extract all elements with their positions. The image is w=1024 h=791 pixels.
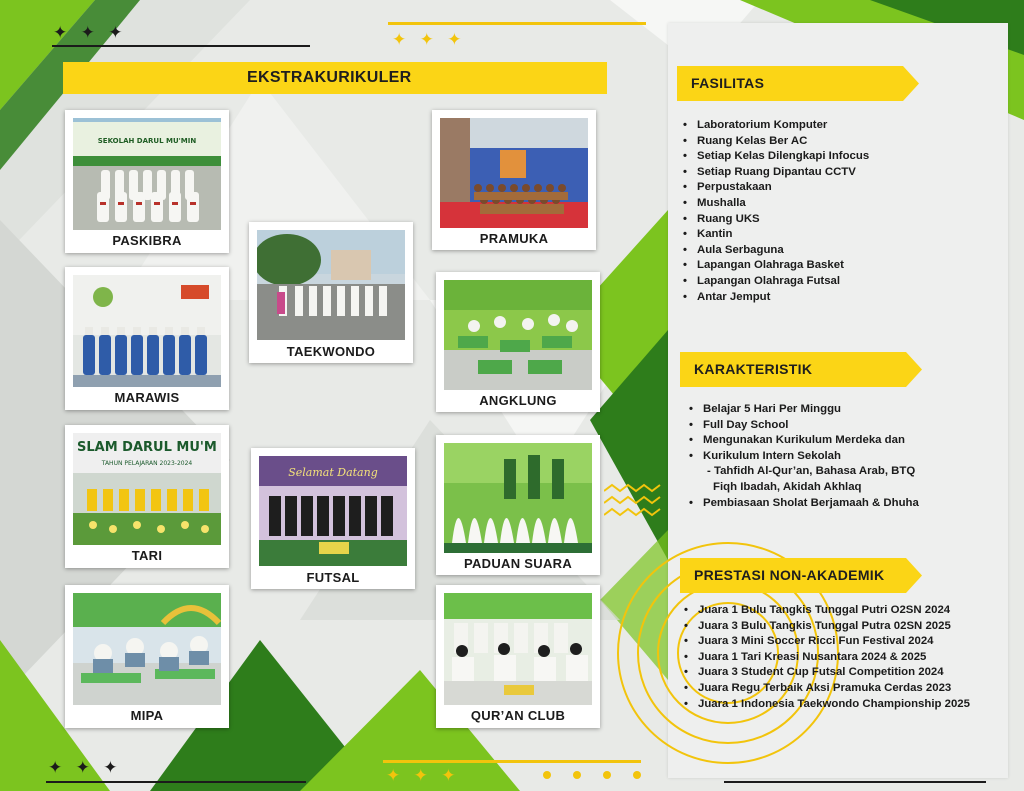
stars-decoration-bottom-left: ✦ ✦ ✦ [48, 758, 122, 778]
photo-marawis [73, 275, 221, 387]
caption-quran-club: QUR’AN CLUB [470, 708, 566, 723]
prestasi-title: PRESTASI NON-AKADEMIK [694, 567, 885, 583]
divider-bottom-center [383, 760, 641, 763]
list-item: • Lapangan Olahraga Futsal [683, 274, 869, 290]
caption-marawis: MARAWIS [114, 390, 180, 405]
stars-decoration-top-left: ✦ ✦ ✦ [53, 23, 127, 43]
prestasi-list [684, 603, 970, 712]
list-item: • Setiap Kelas Dilengkapi Infocus [683, 149, 869, 165]
caption-pramuka: PRAMUKA [479, 231, 549, 246]
list-item: • Lapangan Olahraga Basket [683, 258, 869, 274]
card-futsal [251, 448, 415, 589]
list-item: • Pembiasaan Sholat Berjamaah & Dhuha [689, 496, 919, 512]
futsal-banner-text: Selamat Datang [288, 466, 378, 479]
photo-paduan-suara [444, 443, 592, 553]
list-item: • Antar Jemput [683, 290, 869, 306]
list-item: • Juara 3 Mini Soccer Ricci Fun Festival 2024 [684, 634, 970, 650]
list-item: • Aula Serbaguna [683, 243, 869, 259]
list-subitem: Fiqh Ibadah, Akidah Akhlaq [713, 480, 862, 493]
ekstrakurikuler-title: EKSTRAKURIKULER [247, 69, 412, 86]
list-item: • Mengunakan Kurikulum Merdeka dan [689, 433, 919, 449]
list-item: • Full Day School [689, 418, 919, 434]
photo-mipa [73, 593, 221, 705]
photo-futsal [259, 456, 407, 566]
card-angklung [436, 272, 600, 412]
list-item: • Juara 1 Tari Kreasi Nusantara 2024 & 2025 [684, 650, 970, 666]
list-item: • Juara 1 Bulu Tangkis Tunggal Putri O2SN 2024 [684, 603, 970, 619]
divider-bottom-left [46, 781, 306, 783]
karakteristik-list [689, 402, 919, 511]
list-item: • Setiap Ruang Dipantau CCTV [683, 165, 869, 181]
stars-decoration-top-center: ✦ ✦ ✦ [392, 30, 466, 50]
tari-banner-text: SLAM DARUL MU'M [77, 440, 217, 455]
caption-taekwondo: TAEKWONDO [286, 344, 376, 359]
list-item: • Laboratorium Komputer [683, 118, 869, 134]
divider-top-center [388, 22, 646, 25]
photo-taekwondo [257, 230, 405, 340]
fasilitas-title: FASILITAS [691, 75, 765, 91]
list-subitem: - Tahfidh Al-Qur’an, Bahasa Arab, BTQ [707, 465, 916, 478]
photo-angklung [444, 280, 592, 390]
divider-top-left [52, 45, 310, 47]
list-item: • Kurikulum Intern Sekolah [689, 449, 919, 465]
card-tari [65, 425, 229, 568]
card-taekwondo [249, 222, 413, 363]
card-paskibra [65, 110, 229, 253]
list-item: • Kantin [683, 227, 869, 243]
list-item: • Juara 3 Student Cup Futsal Competition 2024 [684, 665, 970, 681]
photo-paskibra [73, 118, 221, 230]
list-item: • Belajar 5 Hari Per Minggu [689, 402, 919, 418]
caption-tari: TARI [131, 548, 163, 563]
list-item: • Juara Regu Terbaik Aksi Pramuka Cerdas 2023 [684, 681, 970, 697]
photo-tari [73, 433, 221, 545]
zigzag-decoration [604, 483, 664, 523]
prestasi-tag [680, 558, 922, 593]
list-item: • Perpustakaan [683, 180, 869, 196]
list-item: • Ruang Kelas Ber AC [683, 134, 869, 150]
list-item: • Ruang UKS [683, 212, 869, 228]
list-item: • Juara 3 Bulu Tangkis Tunggal Putra 02SN 2025 [684, 619, 970, 635]
karakteristik-tag [680, 352, 922, 387]
fasilitas-list [683, 118, 869, 305]
card-mipa [65, 585, 229, 728]
fasilitas-tag [677, 66, 919, 101]
caption-paduan-suara: PADUAN SUARA [463, 556, 573, 571]
card-marawis [65, 267, 229, 410]
stars-decoration-bottom-center: ✦ ✦ ✦ [386, 766, 460, 786]
list-item: • Juara 1 Indonesia Taekwondo Championship 2025 [684, 697, 970, 713]
karakteristik-title: KARAKTERISTIK [694, 361, 813, 377]
photo-pramuka [440, 118, 588, 228]
photo-quran-club [444, 593, 592, 705]
list-item: • Mushalla [683, 196, 869, 212]
paskibra-sign-text: SEKOLAH DARUL MU'MIN [97, 137, 197, 145]
card-pramuka [432, 110, 596, 250]
card-paduan-suara [436, 435, 600, 575]
card-quran-club [436, 585, 600, 728]
caption-paskibra: PASKIBRA [112, 233, 182, 248]
info-panel [668, 23, 1008, 778]
caption-angklung: ANGKLUNG [479, 393, 557, 408]
tari-year-text: TAHUN PELAJARAN 2023-2024 [101, 460, 193, 467]
caption-futsal: FUTSAL [306, 570, 360, 585]
caption-mipa: MIPA [130, 708, 164, 723]
